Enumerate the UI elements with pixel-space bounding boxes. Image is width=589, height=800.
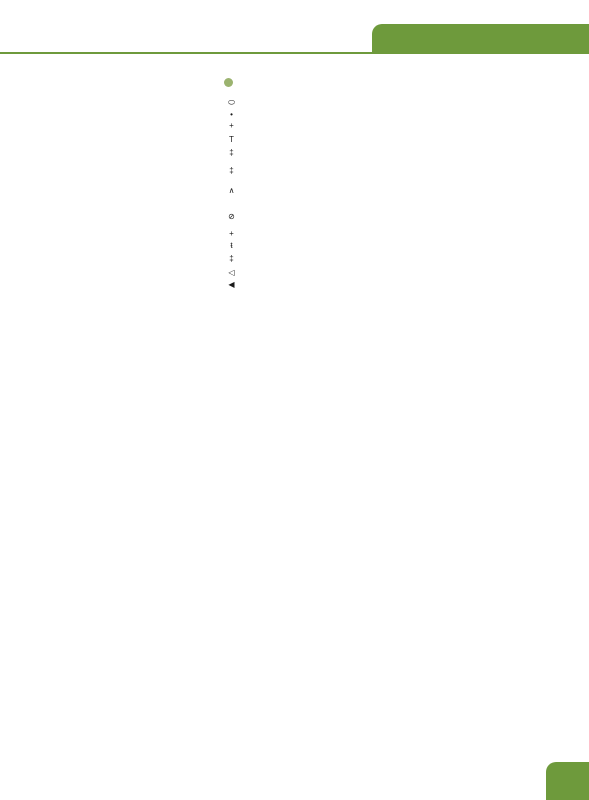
start-icon: ◁ <box>228 268 235 277</box>
t-back-icon: ŧ <box>230 241 233 250</box>
page-number-tab <box>546 762 589 800</box>
end-icon: ◀ <box>228 280 235 289</box>
double-back-icon: ‡ <box>229 254 234 263</box>
cluster-2-icon: ∧ <box>228 186 235 195</box>
triple-cross-icon: ‡ <box>229 166 234 175</box>
cluster-3-icon: ⊘ <box>228 212 235 221</box>
dot-icon: • <box>230 110 233 119</box>
oval-icon: ⬭ <box>228 98 235 107</box>
double-cross-icon: ‡ <box>229 148 234 157</box>
t-icon: T <box>229 135 234 144</box>
cross-icon: + <box>229 121 234 130</box>
cross-back-icon: + <box>229 229 234 238</box>
